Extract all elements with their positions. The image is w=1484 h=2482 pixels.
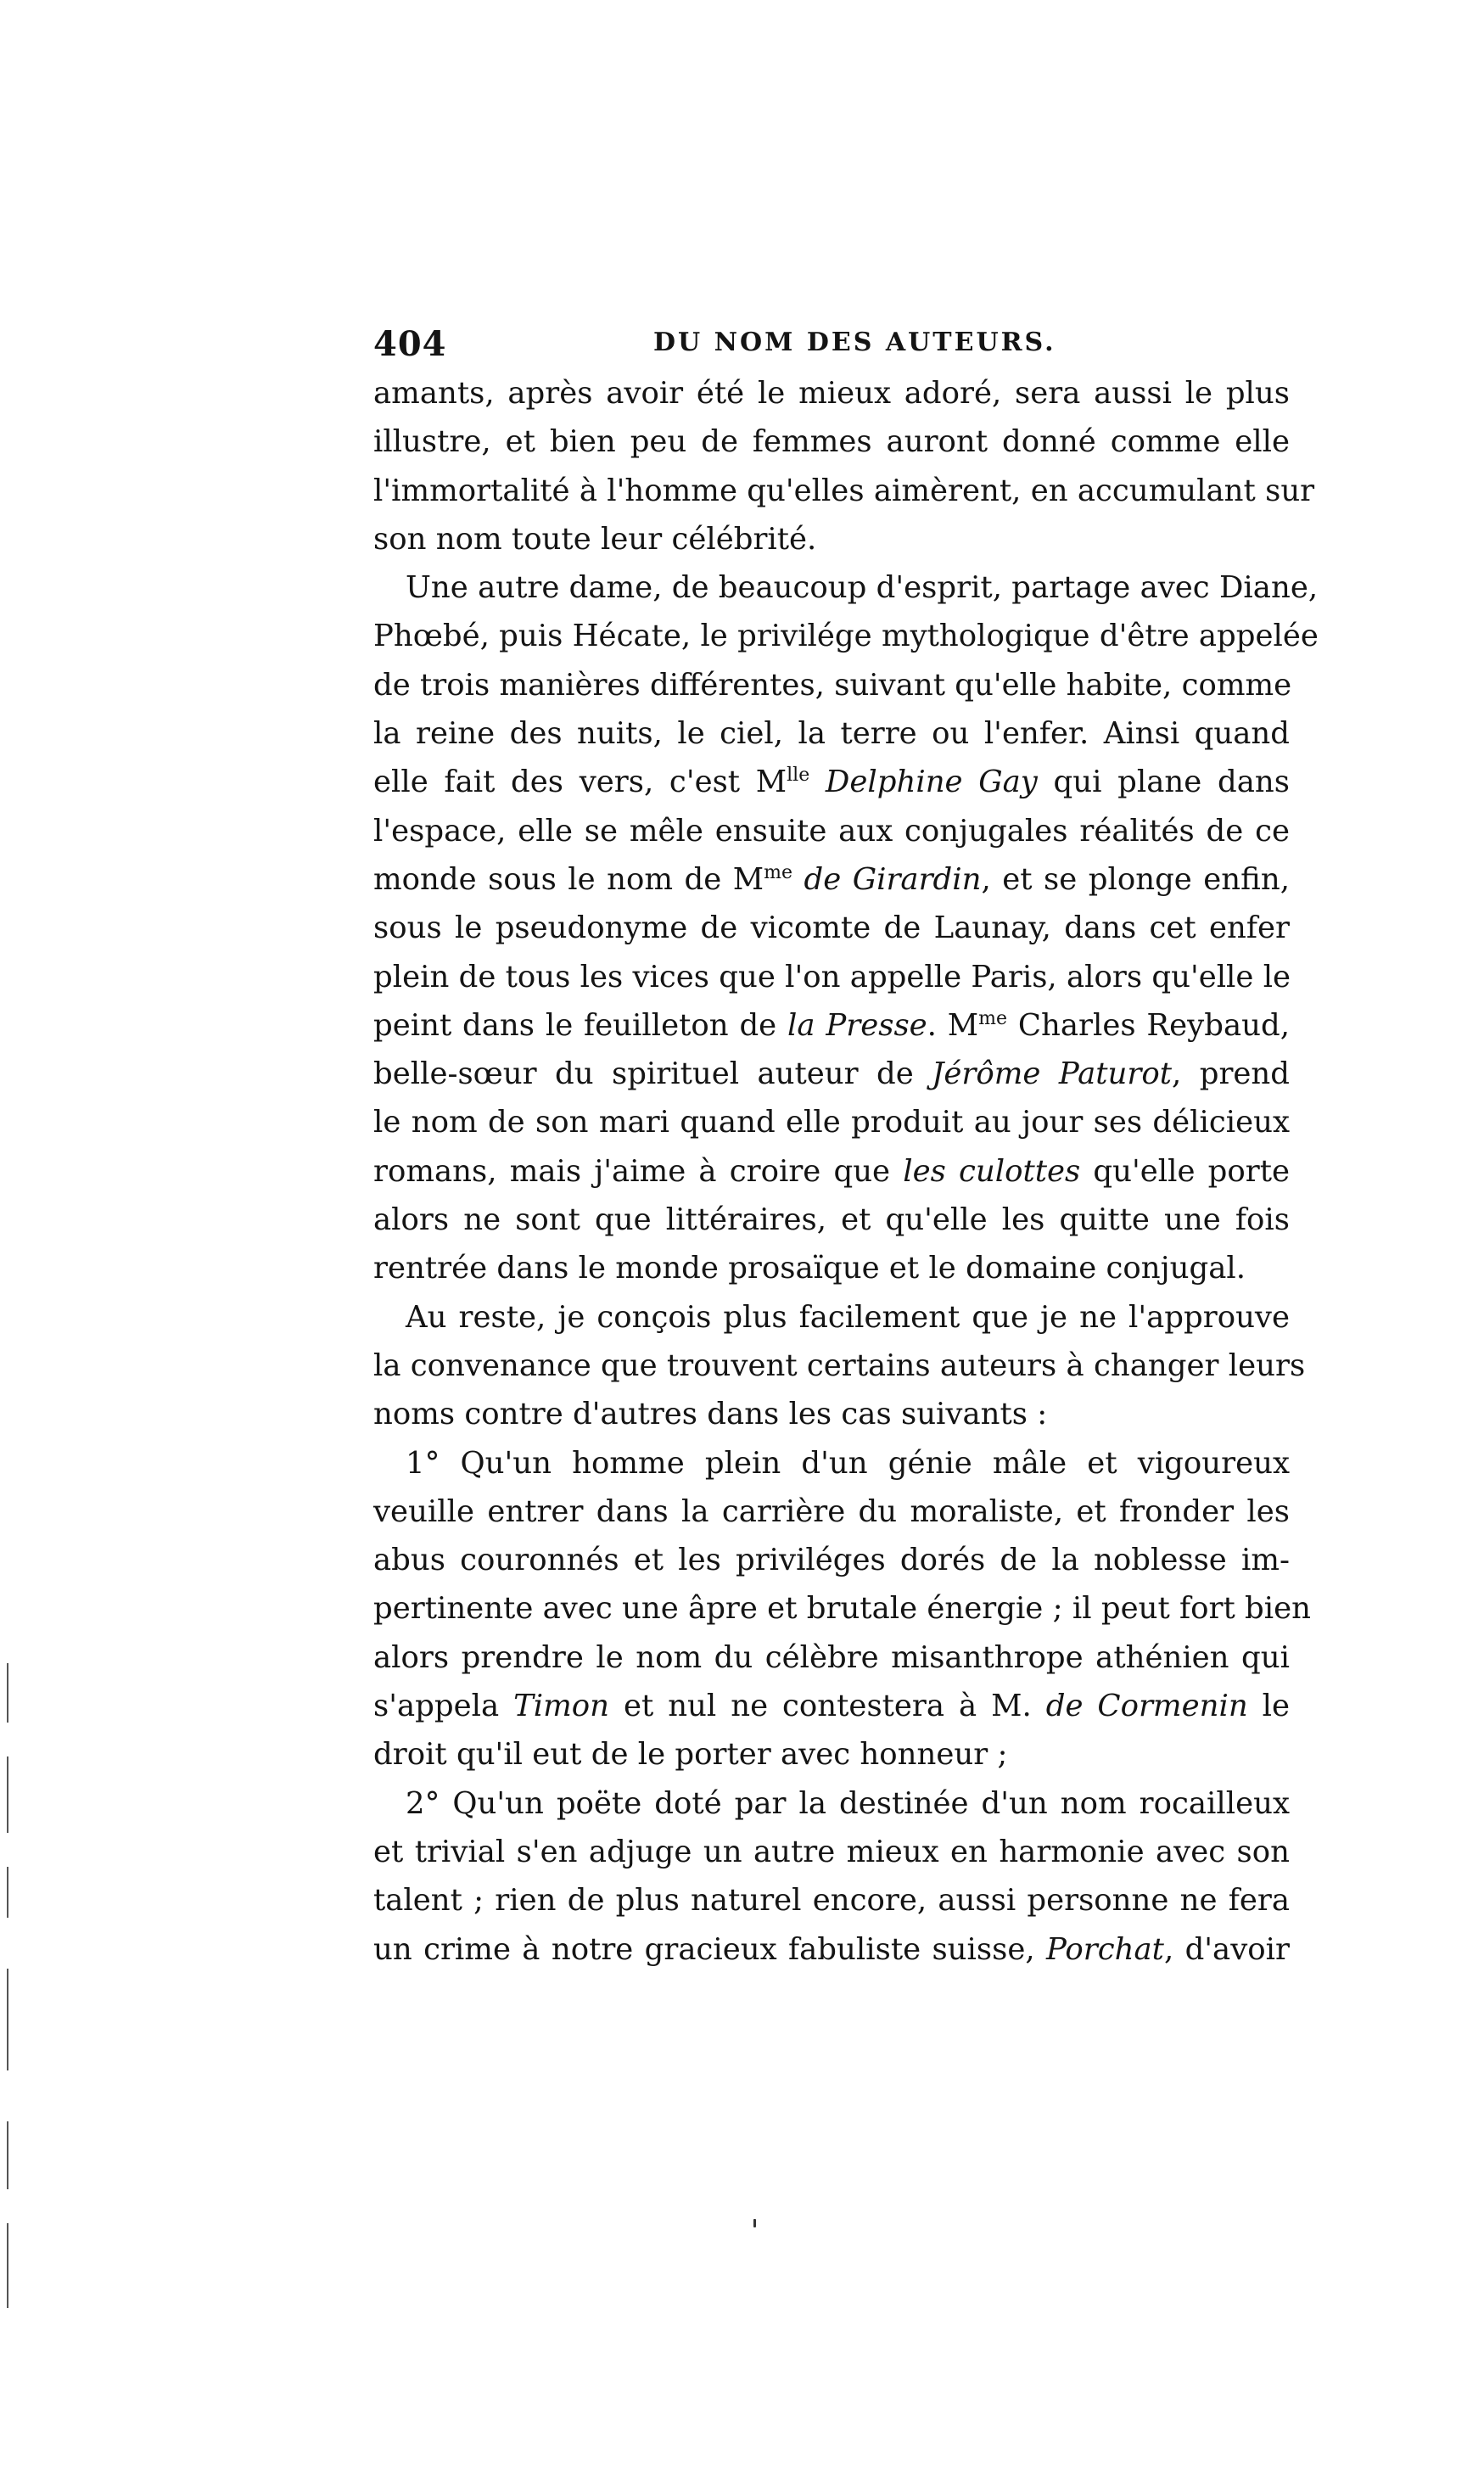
text-line: s'appela Timon et nul ne contestera à M. de Cormenin le <box>373 1689 1291 1724</box>
text-line: son nom toute leur célébrité. <box>373 521 817 557</box>
paragraph-5 <box>373 1779 1290 1974</box>
scan-margin-marks <box>7 1663 10 2342</box>
text-line: talent ; rien de plus naturel encore, aussi personne ne fera <box>373 1883 1290 1919</box>
text-line: rentrée dans le monde prosaïque et le domaine conjugal. <box>373 1251 1246 1286</box>
text-line: alors ne sont que littéraires, et qu'elle les quitte une fois <box>373 1202 1290 1238</box>
text-line: de trois manières différentes, suivant qu'elle habite, comme <box>373 667 1292 703</box>
text-line: alors prendre le nom du célèbre misanthrope athénien qui <box>373 1639 1290 1675</box>
text-line: peint dans le feuilleton de la Presse. $M^{me}$ Charles Reybaud, <box>373 1007 1290 1043</box>
running-title: DU NOM DES AUTEURS. <box>653 328 1056 357</box>
text-line: 2° Qu'un poëte doté par la destinée d'un nom rocailleux <box>406 1785 1290 1821</box>
text-line: et trivial s'en adjuge un autre mieux en harmonie avec son <box>373 1834 1290 1869</box>
text-line: veuille entrer dans la carrière du moraliste, et fronder les <box>373 1493 1290 1529</box>
scan-mark <box>7 2121 8 2189</box>
text-line: romans, mais j'aime à croire que les culottes qu'elle porte <box>373 1153 1290 1189</box>
text-line: elle fait des vers, c'est $M^{lle}$ Delphine Gay qui plane dans <box>373 765 1290 800</box>
text-line: l'espace, elle se mêle ensuite aux conjugales réalités de ce <box>373 813 1290 849</box>
text-line: amants, après avoir été le mieux adoré, sera aussi le plus <box>373 376 1290 411</box>
page-number: 404 <box>373 324 447 364</box>
text-line: Une autre dame, de beaucoup d'esprit, partage avec Diane, <box>406 570 1319 606</box>
text-line: plein de tous les vices que l'on appelle Paris, alors qu'elle le <box>373 959 1291 994</box>
text-line: l'immortalité à l'homme qu'elles aimèrent, en accumulant sur <box>373 473 1315 508</box>
text-line: la reine des nuits, le ciel, la terre ou l'enfer. Ainsi quand <box>373 716 1290 752</box>
paragraph-3 <box>373 1293 1306 1439</box>
text-line: pertinente avec une âpre et brutale énergie ; il peut fort bien <box>373 1591 1311 1627</box>
body-text <box>373 369 1319 1974</box>
text-line: Phœbé, puis Hécate, le privilége mythologique d'être appelée <box>373 619 1319 654</box>
scan-mark <box>7 1663 8 1723</box>
scan-speck <box>753 2219 756 2227</box>
text-line: illustre, et bien peu de femmes auront donné comme elle <box>373 424 1290 460</box>
paragraph-4 <box>373 1439 1311 1779</box>
text-line: sous le pseudonyme de vicomte de Launay, dans cet enfer <box>373 910 1290 946</box>
scan-mark <box>7 1756 8 1833</box>
scan-mark <box>7 1867 8 1918</box>
running-head <box>373 324 1290 367</box>
text-line: le nom de son mari quand elle produit au jour ses délicieux <box>373 1105 1290 1140</box>
text-line: abus couronnés et les priviléges dorés de la noblesse im- <box>373 1543 1290 1578</box>
paragraph-1 <box>373 369 1315 563</box>
paragraph-2 <box>373 563 1319 1292</box>
text-line: noms contre d'autres dans les cas suivants : <box>373 1397 1048 1432</box>
text-line: 1° Qu'un homme plein d'un génie mâle et vigoureux <box>406 1445 1290 1481</box>
text-line: Au reste, je conçois plus facilement que je ne l'approuve <box>406 1299 1290 1335</box>
text-line: la convenance que trouvent certains auteurs à changer leurs <box>373 1347 1306 1383</box>
text-line: belle-sœur du spirituel auteur de Jérôme Paturot, prend <box>373 1056 1291 1092</box>
scan-mark <box>7 2223 8 2308</box>
text-line: monde sous le nom de $M^{me}$ de Girardin, et se plonge enfin, <box>373 861 1291 897</box>
text-line: un crime à notre gracieux fabuliste suisse, Porchat, d'avoir <box>373 1931 1290 1967</box>
scan-mark <box>7 1969 8 2070</box>
text-line: droit qu'il eut de le porter avec honneur ; <box>373 1737 1008 1773</box>
